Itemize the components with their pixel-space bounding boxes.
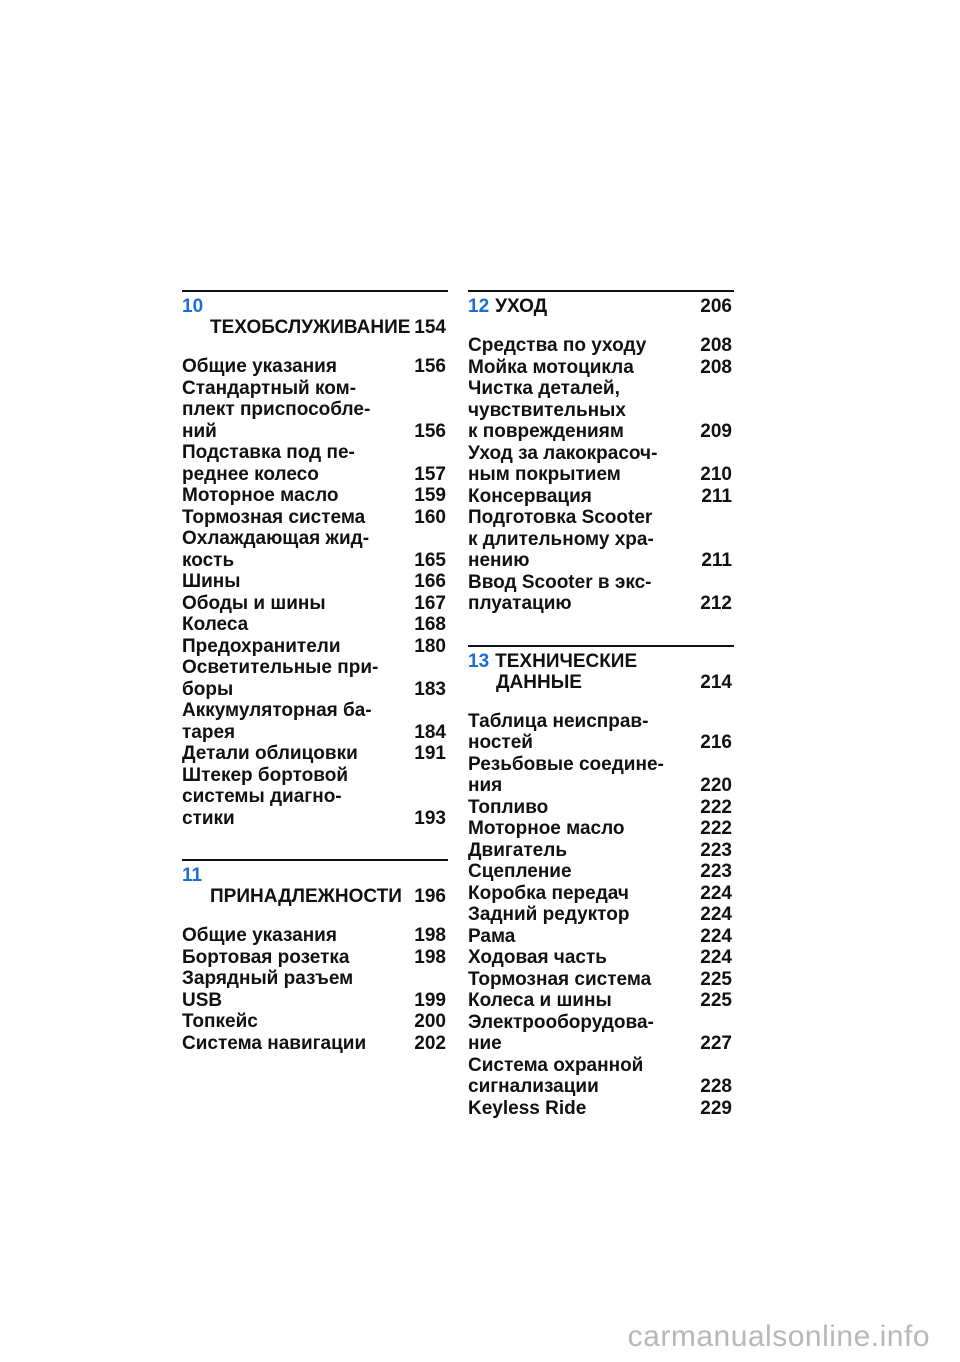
toc-entry-title: Предохранители — [182, 635, 341, 657]
toc-entry[interactable] — [182, 947, 448, 969]
toc-entry-title: ния — [468, 775, 503, 796]
chapter-page-number: 196 — [414, 886, 446, 907]
chapter-title: ДАННЫЕ — [496, 671, 582, 693]
toc-entry[interactable] — [182, 765, 448, 830]
toc-entry[interactable] — [468, 357, 734, 379]
toc-entry-title: Уход за лакокрасоч- — [468, 442, 658, 464]
chapter-heading[interactable] — [182, 296, 448, 338]
toc-entry-page: 156 — [414, 420, 446, 442]
toc-entry-title: Средства по уходу — [468, 335, 647, 356]
toc-entry-title: Электрооборудова- — [468, 1011, 654, 1033]
toc-entry-title: Тормозная система — [182, 506, 366, 528]
chapter-page-number: 154 — [414, 317, 446, 338]
toc-entry[interactable] — [468, 990, 734, 1012]
toc-entry-title: ние — [468, 1033, 502, 1054]
toc-entry-page: 166 — [414, 571, 446, 592]
toc-entry-title: Мойка мотоцикла — [468, 356, 634, 378]
toc-entry-title: Система охранной — [468, 1054, 644, 1076]
toc-entry[interactable] — [468, 818, 734, 840]
watermark: carmanualsonline.info — [627, 1320, 930, 1353]
toc-entry[interactable] — [468, 1012, 734, 1055]
toc-entry-title: Ободы и шины — [182, 592, 326, 614]
toc-entry-title: Подставка под пе- — [182, 442, 355, 463]
toc-entry-title: тарея — [182, 721, 236, 743]
toc-entry[interactable] — [182, 485, 448, 507]
toc-entry-title: Двигатель — [468, 839, 567, 861]
toc-entry-title: Чистка деталей, — [468, 378, 620, 399]
toc-entry-page: 198 — [414, 946, 446, 968]
toc-entry-title: реднее колесо — [182, 463, 319, 485]
chapter-number: 12 — [468, 296, 490, 317]
toc-entry-title: Топкейс — [182, 1011, 258, 1032]
toc-entry-title: Шины — [182, 571, 241, 592]
toc-entry-page: 227 — [700, 1033, 732, 1054]
toc-entry-title: Система навигации — [182, 1032, 367, 1054]
toc-entry-title: системы диагно- — [182, 786, 342, 807]
toc-entry[interactable] — [182, 968, 448, 1011]
toc-entry[interactable] — [182, 1011, 448, 1033]
toc-entry-title: Сцепление — [468, 861, 572, 882]
toc-entry-list — [182, 356, 448, 829]
chapter-title: ТЕХОБСЛУЖИВАНИЕ — [210, 317, 411, 338]
toc-entry[interactable] — [468, 861, 734, 883]
toc-entry[interactable] — [182, 378, 448, 443]
toc-entry-page: 224 — [700, 925, 732, 947]
toc-entry-title: Детали облицовки — [182, 743, 358, 764]
chapter-number: 10 — [182, 296, 204, 317]
toc-entry-page: 200 — [414, 1011, 446, 1032]
toc-entry-title: Таблица неисправ- — [468, 710, 649, 732]
toc-entry-page: 223 — [700, 839, 732, 861]
toc-entry-title: Коробка передач — [468, 882, 629, 904]
toc-chapter-section — [468, 645, 734, 1120]
toc-entry[interactable] — [182, 528, 448, 571]
toc-entry-title: плект приспособле- — [182, 399, 371, 420]
toc-entry[interactable] — [182, 593, 448, 615]
toc-entry[interactable] — [182, 442, 448, 485]
toc-entry-page: 224 — [700, 882, 732, 904]
toc-entry-title: Подготовка Scooter — [468, 507, 653, 528]
toc-entry[interactable] — [468, 711, 734, 754]
toc-entry[interactable] — [468, 947, 734, 969]
toc-entry-title: кость — [182, 549, 235, 571]
toc-entry-title: ностей — [468, 732, 533, 753]
toc-entry-title: Колеса и шины — [468, 990, 612, 1011]
toc-entry-title: Тормозная система — [468, 968, 652, 990]
toc-entry-title: нению — [468, 550, 530, 571]
toc-entry[interactable] — [182, 657, 448, 700]
toc-entry-page: 167 — [414, 592, 446, 614]
toc-entry-page: 220 — [700, 775, 732, 796]
toc-entry[interactable] — [182, 614, 448, 636]
toc-entry-page: 202 — [414, 1032, 446, 1054]
toc-entry-page: 222 — [700, 796, 732, 818]
toc-entry-title: Аккумуляторная ба- — [182, 700, 372, 721]
toc-entry-page: 183 — [414, 678, 446, 700]
toc-entry[interactable] — [468, 378, 734, 443]
toc-entry-title: Рама — [468, 925, 516, 947]
toc-entry[interactable] — [468, 926, 734, 948]
toc-entry-title: стики — [182, 807, 235, 829]
toc-entry[interactable] — [468, 969, 734, 991]
toc-entry-page: 184 — [414, 721, 446, 743]
toc-entry-list — [182, 925, 448, 1054]
chapter-heading[interactable] — [182, 865, 448, 907]
toc-entry-page: 193 — [414, 807, 446, 829]
toc-entry-page: 198 — [414, 925, 446, 946]
toc-entry-title: Стандартный ком- — [182, 377, 357, 399]
toc-entry-title: Колеса — [182, 614, 249, 635]
chapter-number: 13 — [468, 650, 490, 672]
toc-entry-title: Зарядный разъем — [182, 968, 354, 989]
toc-entry-title: USB — [182, 989, 223, 1011]
toc-entry-title: Бортовая розетка — [182, 946, 350, 968]
toc-entry[interactable] — [468, 1055, 734, 1098]
chapter-page-number: 214 — [700, 671, 732, 693]
toc-entry-title: Keyless Ride — [468, 1097, 587, 1119]
toc-entry-title: Ходовая часть — [468, 947, 607, 968]
toc-entry[interactable] — [468, 335, 734, 357]
toc-entry[interactable] — [468, 754, 734, 797]
toc-entry-title: Осветительные при- — [182, 657, 379, 678]
toc-entry-title: сигнализации — [468, 1076, 599, 1097]
toc-entry-page: 222 — [700, 818, 732, 839]
toc-entry-title: Консервация — [468, 485, 592, 507]
toc-entry-title: Общие указания — [182, 356, 337, 377]
toc-entry-title: ным покрытием — [468, 464, 621, 485]
toc-entry-title: боры — [182, 678, 234, 700]
toc-entry[interactable] — [468, 486, 734, 508]
toc-entry-title: плуатацию — [468, 593, 572, 614]
toc-entry[interactable] — [468, 507, 734, 572]
toc-entry-page: 157 — [414, 463, 446, 485]
chapter-title: УХОД — [495, 296, 548, 317]
toc-entry-page: 168 — [414, 614, 446, 635]
toc-entry[interactable] — [182, 636, 448, 658]
toc-entry-title: к повреждениям — [468, 421, 624, 442]
toc-entry[interactable] — [468, 904, 734, 926]
toc-entry[interactable] — [468, 840, 734, 862]
toc-entry-page: 160 — [414, 506, 446, 528]
toc-chapter-section — [182, 859, 448, 1054]
toc-entry[interactable] — [468, 443, 734, 486]
toc-entry-title: чувствительных — [468, 399, 626, 421]
chapter-number: 11 — [182, 865, 203, 886]
toc-entry-page: 216 — [700, 732, 732, 753]
toc-entry-page: 225 — [700, 990, 732, 1011]
toc-entry[interactable] — [182, 925, 448, 947]
toc-entry-page: 224 — [700, 947, 732, 968]
toc-entry-page: 209 — [700, 421, 732, 442]
toc-entry-page: 229 — [700, 1097, 732, 1119]
toc-entry[interactable] — [182, 1033, 448, 1055]
chapter-title: ТЕХНИЧЕСКИЕ — [495, 650, 638, 672]
toc-entry-page: 223 — [700, 861, 732, 882]
toc-entry-list — [468, 711, 734, 1120]
toc-entry-title: Моторное масло — [468, 818, 625, 839]
toc-entry[interactable] — [182, 700, 448, 743]
toc-entry-page: 191 — [414, 743, 446, 764]
toc-entry-page: 156 — [414, 356, 446, 377]
toc-entry[interactable] — [182, 743, 448, 765]
toc-chapter-section — [182, 290, 448, 829]
toc-chapter-section — [468, 290, 734, 615]
toc-entry[interactable] — [182, 571, 448, 593]
toc-entry-title: Охлаждающая жид- — [182, 528, 370, 549]
toc-entry-page: 210 — [700, 464, 732, 485]
toc-entry-page: 225 — [700, 968, 732, 990]
toc-entry-title: Общие указания — [182, 925, 337, 946]
toc-entry-page: 228 — [700, 1076, 732, 1097]
chapter-page-number: 206 — [700, 296, 732, 317]
toc-entry-title: Моторное масло — [182, 485, 339, 506]
toc-entry[interactable] — [468, 1098, 734, 1120]
toc-entry-page: 159 — [414, 485, 446, 506]
toc-entry-title: к длительному хра- — [468, 528, 654, 550]
toc-entry-page: 208 — [700, 356, 732, 378]
toc-entry-title: ний — [182, 420, 217, 442]
toc-entry-title: Резьбовые соедине- — [468, 753, 664, 775]
toc-entry-page: 165 — [414, 549, 446, 571]
toc-entry-title: Задний редуктор — [468, 904, 630, 925]
toc-entry[interactable] — [468, 797, 734, 819]
toc-entry-page: 212 — [700, 593, 732, 614]
toc-entry-page: 211 — [701, 550, 732, 571]
chapter-heading[interactable] — [468, 296, 734, 317]
chapter-heading[interactable] — [468, 651, 734, 693]
chapter-title: ПРИНАДЛЕЖНОСТИ — [210, 886, 402, 907]
toc-entry-page: 180 — [414, 635, 446, 657]
toc-right-column — [468, 290, 734, 1119]
toc-entry-title: Штекер бортовой — [182, 764, 348, 786]
toc-entry[interactable] — [182, 356, 448, 378]
toc-entry-page: 224 — [700, 904, 732, 925]
toc-left-column — [182, 290, 448, 1054]
toc-entry-list — [468, 335, 734, 615]
toc-entry[interactable] — [468, 572, 734, 615]
toc-entry-title: Ввод Scooter в экс- — [468, 571, 652, 593]
toc-entry-title: Топливо — [468, 796, 549, 818]
toc-entry[interactable] — [468, 883, 734, 905]
toc-entry-page: 199 — [414, 989, 446, 1011]
toc-entry[interactable] — [182, 507, 448, 529]
toc-entry-page: 208 — [700, 335, 732, 356]
toc-entry-page: 211 — [701, 485, 732, 507]
